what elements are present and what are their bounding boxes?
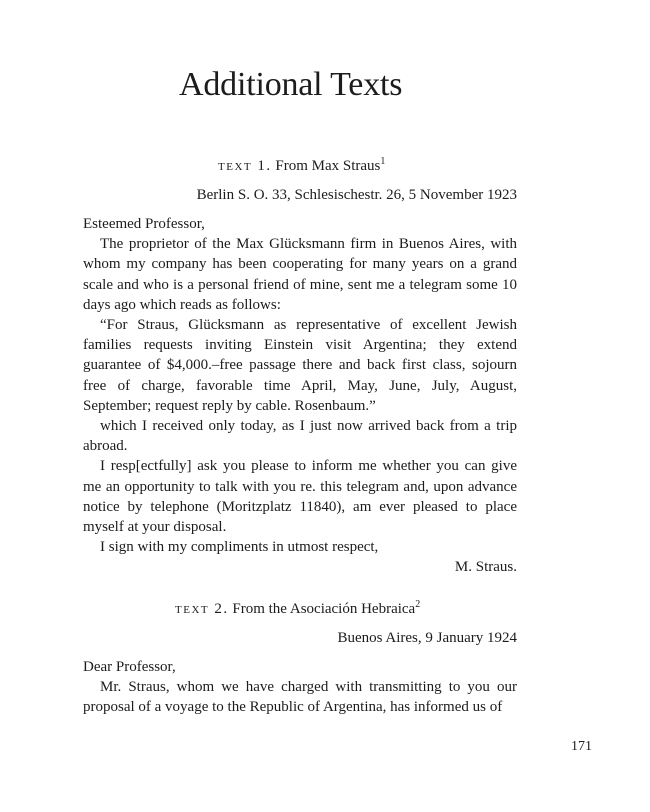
- text-1-signature: M. Straus.: [454, 559, 517, 576]
- text-2-dateline: Buenos Aires, 9 January 1924: [337, 630, 517, 646]
- footnote-marker-1[interactable]: 1: [380, 156, 386, 167]
- text-1-heading: [218, 156, 385, 176]
- footnote-marker-2[interactable]: 2: [415, 599, 421, 610]
- text-2-label: text 2.: [175, 601, 229, 617]
- text-1-closing: I sign with my compliments in utmost respect,: [100, 539, 379, 556]
- text-1-label: text 1.: [218, 158, 272, 174]
- text-1-paragraph: which I received only today, as I just now arrived back from a trip abroad.: [83, 418, 517, 455]
- text-2-title: From the Asociación Hebraica: [228, 601, 416, 617]
- text-2-paragraph: Mr. Straus, whom we have charged with transmitting to you our proposal of a voyage to the Republic of Argentina, has informed us of: [83, 679, 517, 716]
- text-1-paragraph: The proprietor of the Max Glücksmann firm in Buenos Aires, with whom my company has been cooperating for many years on a grand scale and who is a personal friend of mine, sent me a telegram some 10 days ago which reads as follows:: [83, 236, 517, 313]
- text-2-heading: [175, 599, 420, 619]
- page-number: 171: [571, 739, 592, 754]
- text-1-paragraph: “For Straus, Glücksmann as representative of excellent Jewish families requests inviting Einstein visit Argentina; they extend guarantee of $4,000.–free passage there and back first class, sojourn free of charge, favorable time April, May, June, July, August, September; request reply by cable. Rosenbaum.”: [83, 317, 517, 414]
- text-2-salutation: Dear Professor,: [83, 659, 176, 675]
- text-1-paragraph: I resp[ectfully] ask you please to inform me whether you can give me an opportunity to talk with you re. this telegram and, upon advance notice by telephone (Moritzplatz 11840), am ever pleased to place myself at your disposal.: [83, 458, 517, 536]
- text-1-letter-body: [83, 214, 517, 578]
- page-title: Additional Texts: [179, 66, 403, 103]
- text-1-title: From Max Straus: [271, 158, 381, 174]
- text-2-letter-body: [83, 657, 517, 718]
- text-1-dateline: Berlin S. O. 33, Schlesischestr. 26, 5 November 1923: [196, 187, 517, 203]
- text-1-salutation: Esteemed Professor,: [83, 216, 205, 232]
